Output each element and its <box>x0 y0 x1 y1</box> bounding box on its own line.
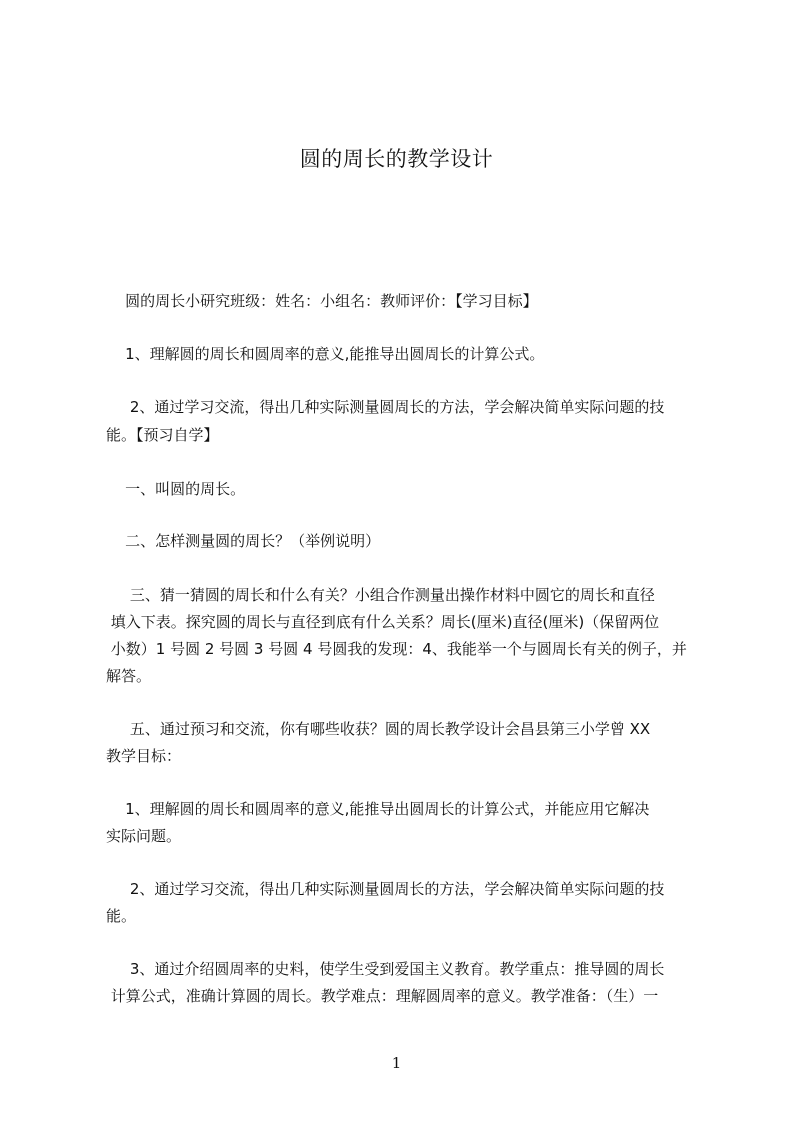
paragraph-line: 计算公式，准确计算圆的周长。教学难点：理解圆周率的意义。教学准备：（生）一 <box>106 987 659 1005</box>
paragraph-line: 解答。 <box>106 667 152 685</box>
page-number: 1 <box>391 1054 402 1072</box>
paragraph-line: 实际问题。 <box>106 827 182 845</box>
paragraph-line: 3、通过介绍圆周率的史料，使学生受到爱国主义教育。教学重点：推导圆的周长 <box>106 960 665 978</box>
paragraph-line: 填入下表。探究圆的周长与直径到底有什么关系？周长(厘米)直径(厘米)（保留两位 <box>106 613 660 631</box>
paragraph-line: 一、叫圆的周长。 <box>106 480 246 498</box>
paragraph-line: 能。 <box>106 907 137 925</box>
paragraph-line: 1、理解圆的周长和圆周率的意义,能推导出圆周长的计算公式。 <box>106 345 545 363</box>
paragraph-line: 五、通过预习和交流，你有哪些收获？圆的周长教学设计会昌县第三小学曾 XX <box>106 720 651 738</box>
paragraph-line: 教学目标： <box>106 747 182 765</box>
paragraph-line: 能。【预习自学】 <box>106 426 219 444</box>
paragraph-line: 1、理解圆的周长和圆周率的意义,能推导出圆周长的计算公式，并能应用它解决 <box>106 800 650 818</box>
paragraph-line: 圆的周长小研究班级：姓名：小组名：教师评价：【学习目标】 <box>106 292 538 310</box>
paragraph-line: 2、通过学习交流，得出几种实际测量圆周长的方法，学会解决简单实际问题的技 <box>106 398 665 416</box>
paragraph-line: 二、怎样测量圆的周长？（举例说明） <box>106 532 381 550</box>
paragraph-line: 三、猜一猜圆的周长和什么有关？小组合作测量出操作材料中圆它的周长和直径 <box>106 586 655 604</box>
document-title: 圆的周长的教学设计 <box>299 147 494 171</box>
paragraph-line: 2、通过学习交流，得出几种实际测量圆周长的方法，学会解决简单实际问题的技 <box>106 880 665 898</box>
paragraph-line: 小数）1 号圆 2 号圆 3 号圆 4 号圆我的发现：4、我能举一个与圆周长有关的例子，并 <box>106 640 687 658</box>
